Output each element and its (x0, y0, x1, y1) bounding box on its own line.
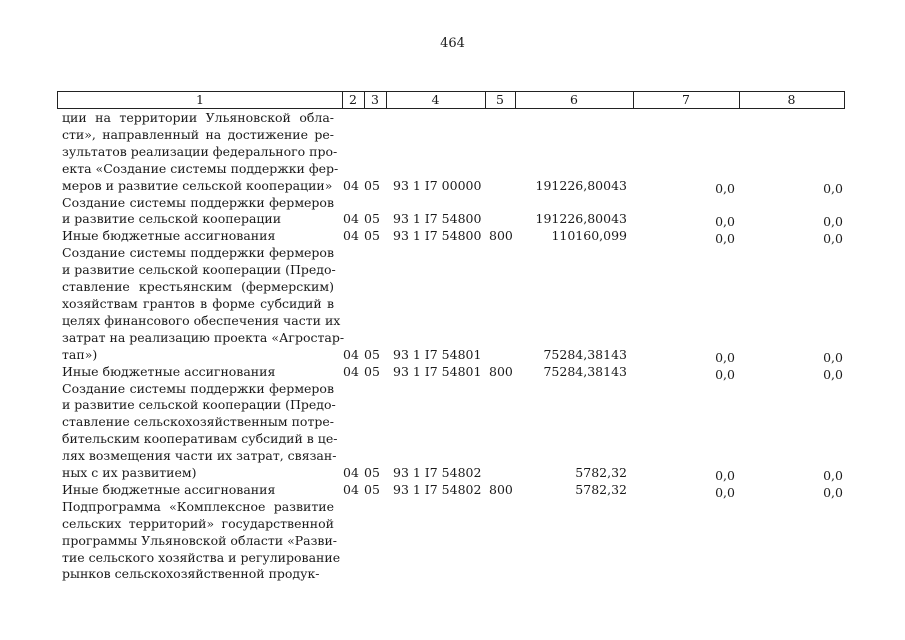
section-code: 04 (343, 481, 359, 497)
description-line: Подпрограмма «Комплексное развитие (62, 498, 334, 514)
subsection-code: 05 (364, 465, 380, 481)
description-line: и развитие сельской кооперации (Предо- (62, 397, 336, 413)
subsection-code: 05 (364, 346, 380, 362)
row-description (62, 498, 341, 584)
description-line: рынков сельскохозяйственной продук- (62, 566, 320, 582)
expense-type-code: 800 (489, 363, 513, 379)
table-row (0, 228, 905, 245)
table-row (0, 110, 905, 195)
description-line: и развитие сельской кооперации (62, 211, 282, 227)
target-article-code: 93 1 I7 00000 (393, 177, 482, 193)
section-code: 04 (343, 228, 359, 244)
table-header (57, 91, 845, 109)
subsection-code: 05 (364, 363, 380, 379)
description-line: хозяйствам грантов в форме субсидий в (62, 295, 334, 311)
amount-col-8: 0,0 (823, 468, 843, 484)
description-line: сельских территорий» государственной (62, 515, 334, 531)
header-col-4: 4 (431, 92, 440, 107)
amount-col-6: 75284,38143 (543, 363, 627, 379)
amount-col-6: 110160,099 (551, 228, 627, 244)
description-line: и развитие сельской кооперации (Предо- (62, 262, 336, 278)
amount-col-6: 5782,32 (575, 481, 627, 497)
description-line: меров и развитие сельской кооперации» (62, 177, 333, 193)
amount-col-7: 0,0 (715, 366, 735, 382)
description-line: программы Ульяновской области «Разви- (62, 532, 338, 548)
expense-type-code: 800 (489, 228, 513, 244)
description-line: целях финансового обеспечения части их (62, 312, 341, 328)
description-line: Иные бюджетные ассигнования (62, 481, 276, 497)
section-code: 04 (343, 177, 359, 193)
description-line: Иные бюджетные ассигнования (62, 363, 276, 379)
amount-col-6: 5782,32 (575, 465, 627, 481)
table-row (0, 195, 905, 229)
row-description (62, 228, 334, 245)
subsection-code: 05 (364, 177, 380, 193)
section-code: 04 (343, 211, 359, 227)
row-description (62, 482, 334, 499)
row-description (62, 110, 339, 195)
description-line: бительским кооперативам субсидий в це- (62, 431, 338, 447)
target-article-code: 93 1 I7 54800 (393, 211, 482, 227)
amount-col-8: 0,0 (823, 214, 843, 230)
amount-col-8: 0,0 (823, 180, 843, 196)
page-number: 464 (440, 36, 465, 51)
description-line: екта «Создание системы поддержки фер- (62, 160, 339, 176)
subsection-code: 05 (364, 481, 380, 497)
target-article-code: 93 1 I7 54801 (393, 363, 482, 379)
description-line: Создание системы поддержки фермеров (62, 245, 334, 261)
description-line: ставление крестьянским (фермерским) (62, 279, 334, 295)
amount-col-7: 0,0 (715, 180, 735, 196)
header-col-5: 5 (496, 92, 504, 107)
description-line: тап») (62, 346, 98, 362)
table-row (0, 381, 905, 482)
description-line: ных с их развитием) (62, 465, 197, 481)
row-description (62, 364, 334, 381)
amount-col-6: 191226,80043 (535, 211, 627, 227)
row-description (62, 245, 345, 363)
target-article-code: 93 1 I7 54802 (393, 481, 482, 497)
target-article-code: 93 1 I7 54800 (393, 228, 482, 244)
amount-col-6: 191226,80043 (535, 177, 627, 193)
section-code: 04 (343, 363, 359, 379)
description-line: тие сельского хозяйства и регулирование (62, 549, 341, 565)
table-row (0, 245, 905, 363)
amount-col-7: 0,0 (715, 214, 735, 230)
amount-col-7: 0,0 (715, 231, 735, 247)
subsection-code: 05 (364, 211, 380, 227)
amount-col-8: 0,0 (823, 366, 843, 382)
section-code: 04 (343, 465, 359, 481)
header-col-1: 1 (196, 92, 204, 107)
section-code: 04 (343, 346, 359, 362)
description-line: зультатов реализации федерального про- (62, 143, 338, 159)
target-article-code: 93 1 I7 54802 (393, 465, 482, 481)
subsection-code: 05 (364, 228, 380, 244)
description-line: Создание системы поддержки фермеров (62, 194, 334, 210)
header-col-6: 6 (570, 92, 578, 107)
amount-col-7: 0,0 (715, 349, 735, 365)
header-col-3: 3 (371, 92, 379, 107)
table-row (0, 482, 905, 499)
expense-type-code: 800 (489, 481, 513, 497)
table-row (0, 499, 905, 584)
target-article-code: 93 1 I7 54801 (393, 346, 482, 362)
amount-col-7: 0,0 (715, 468, 735, 484)
amount-col-8: 0,0 (823, 231, 843, 247)
description-line: ставление сельскохозяйственным потре- (62, 414, 334, 430)
table-body (0, 110, 905, 583)
description-line: лях возмещения части их затрат, связан- (62, 448, 337, 464)
header-col-7: 7 (682, 92, 690, 107)
amount-col-6: 75284,38143 (543, 346, 627, 362)
table-row (0, 364, 905, 381)
description-line: Создание системы поддержки фермеров (62, 380, 334, 396)
row-description (62, 195, 334, 229)
description-line: затрат на реализацию проекта «Агростар- (62, 329, 345, 345)
description-line: ции на территории Ульяновской обла- (62, 110, 334, 125)
amount-col-8: 0,0 (823, 349, 843, 365)
amount-col-7: 0,0 (715, 484, 735, 500)
description-line: сти», направленный на достижение ре- (62, 126, 334, 142)
header-col-2: 2 (349, 92, 357, 107)
row-description (62, 380, 338, 482)
header-col-8: 8 (787, 92, 796, 107)
description-line: Иные бюджетные ассигнования (62, 228, 276, 244)
amount-col-8: 0,0 (823, 484, 843, 500)
